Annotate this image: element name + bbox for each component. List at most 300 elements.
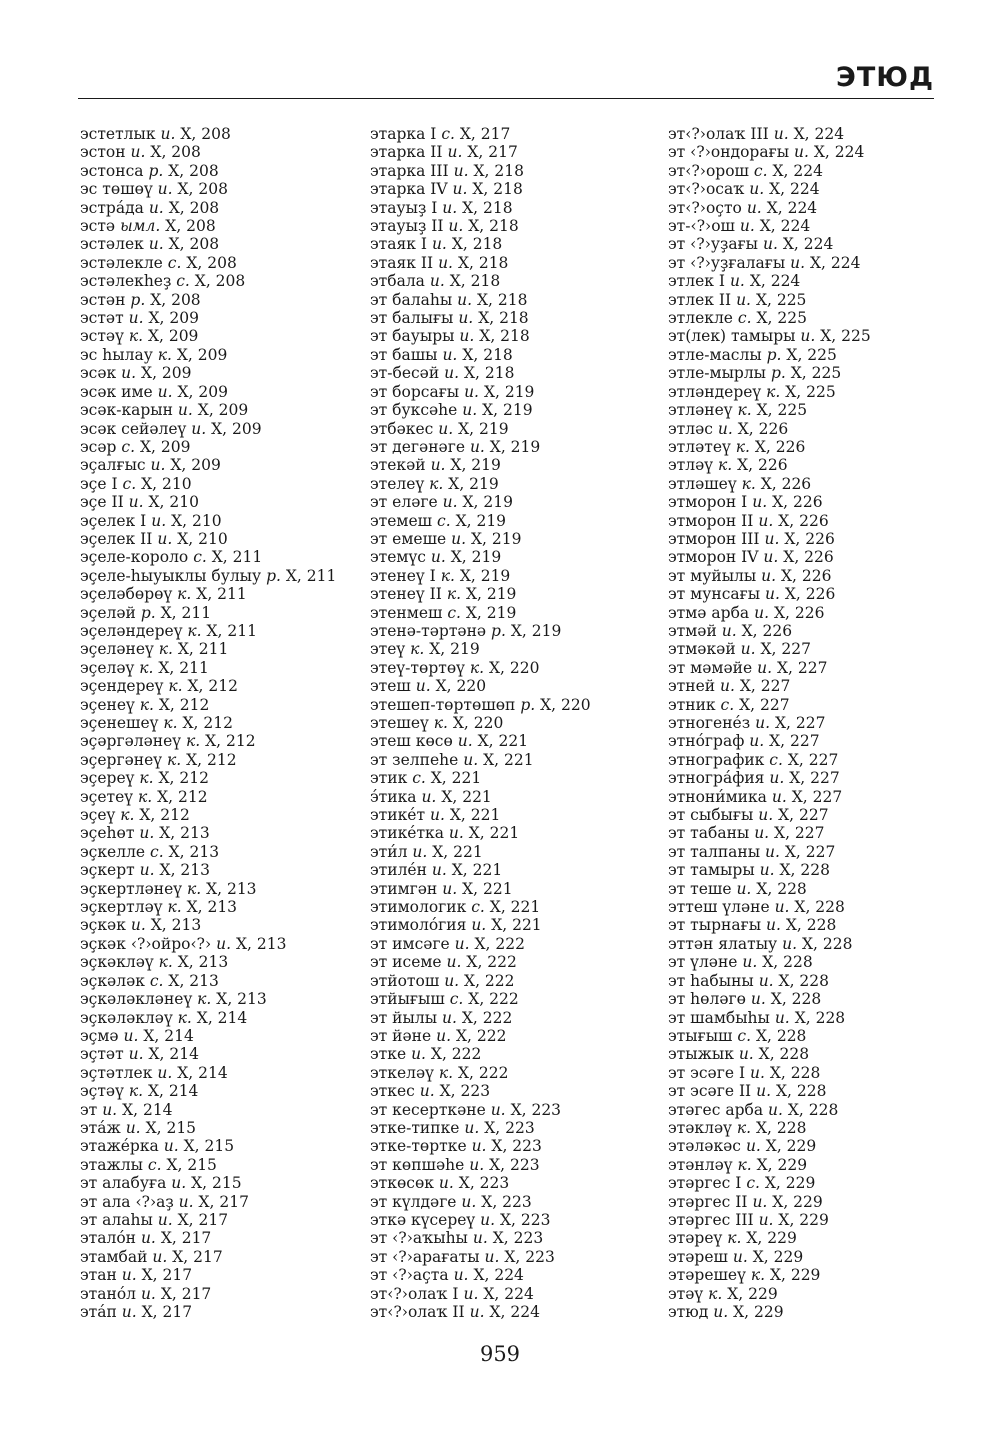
entry-grammar-label: и. — [446, 953, 462, 972]
entry-grammar-label: и. — [462, 401, 478, 420]
index-entry — [668, 1082, 968, 1100]
index-entry — [370, 1064, 660, 1082]
entry-volume-page: X, 213 — [177, 953, 229, 972]
entry-headword: этимологик — [370, 898, 467, 917]
entry-grammar-label: с. — [147, 1155, 162, 1174]
entry-volume-page: X, 213 — [168, 842, 220, 861]
entry-volume-page: X, 212 — [186, 750, 237, 769]
entry-headword: эт бауыры — [370, 327, 455, 346]
entry-grammar-label: и. — [765, 585, 780, 604]
entry-grammar-label: и. — [429, 806, 445, 825]
index-entry — [80, 143, 360, 161]
entry-headword: эс һылау — [80, 345, 153, 364]
entry-volume-page: X, 218 — [468, 217, 519, 236]
entry-grammar-label: и. — [140, 1284, 156, 1303]
entry-volume-page: X, 208 — [186, 253, 237, 272]
entry-volume-page: X, 215 — [166, 1155, 217, 1174]
entry-volume-page: X, 208 — [168, 198, 220, 217]
entry-volume-page: X, 208 — [194, 272, 246, 291]
index-entry — [80, 456, 360, 474]
entry-volume-page: X, 224 — [772, 161, 823, 180]
entry-headword: этйотош — [370, 971, 440, 990]
entry-headword: эт кесерткәне — [370, 1100, 486, 1119]
entry-grammar-label: р. — [266, 566, 281, 585]
entry-headword: эстәлек — [80, 235, 144, 254]
entry-grammar-label: и. — [736, 879, 752, 898]
index-entry — [80, 1211, 360, 1229]
entry-grammar-label: к. — [166, 750, 182, 769]
entry-headword: эт‹?›оҫто — [668, 198, 742, 217]
index-entry — [80, 235, 360, 253]
index-entry — [80, 438, 360, 456]
entry-volume-page: X, 226 — [784, 529, 835, 548]
entry-headword: эсәк-карын — [80, 401, 173, 420]
entry-headword: этеү — [370, 640, 406, 659]
entry-grammar-label: и. — [484, 1247, 500, 1266]
entry-headword: этáп — [80, 1303, 117, 1321]
entry-volume-page: X, 226 — [772, 493, 823, 512]
entry-headword: эстонса — [80, 161, 144, 180]
index-entry — [370, 788, 660, 806]
entry-volume-page: X, 228 — [755, 1118, 807, 1137]
entry-grammar-label: и. — [216, 934, 232, 953]
entry-headword: эт‹?›олаҡ I — [370, 1284, 459, 1303]
entry-headword: этлек II — [668, 290, 732, 309]
entry-grammar-label: и. — [444, 364, 460, 383]
entry-volume-page: X, 228 — [801, 934, 853, 953]
entry-headword: эҫенешеү — [80, 714, 159, 732]
entry-volume-page: X, 217 — [141, 1266, 193, 1285]
entry-grammar-label: и. — [463, 750, 479, 769]
index-entry — [80, 769, 360, 787]
entry-grammar-label: к. — [185, 732, 201, 751]
entry-grammar-label: и. — [448, 217, 464, 236]
entry-headword: этмәкәй — [668, 640, 736, 659]
index-entry — [80, 548, 360, 566]
entry-headword: эт эсәге I — [668, 1063, 746, 1082]
entry-headword: этимгән — [370, 879, 438, 898]
index-entry — [370, 972, 660, 990]
entry-grammar-label: и. — [452, 180, 468, 199]
entry-headword: эт һөләгө — [668, 990, 746, 1009]
entry-grammar-label: и. — [755, 714, 771, 732]
entry-volume-page: X, 226 — [754, 437, 806, 456]
entry-grammar-label: и. — [148, 198, 164, 217]
index-entry — [80, 1303, 360, 1321]
entry-headword: эт тырнағы — [668, 916, 762, 935]
index-entry — [80, 1266, 360, 1284]
index-entry — [668, 861, 968, 879]
entry-headword: этәрешеү — [668, 1266, 746, 1285]
entry-headword: эттеш үләне — [668, 898, 770, 917]
entry-headword: эт‹?›олаҡ II — [370, 1303, 465, 1321]
entry-headword: эҫкәк — [80, 916, 126, 935]
entry-grammar-label: к. — [158, 953, 173, 972]
entry-grammar-label: р. — [148, 161, 164, 180]
entry-grammar-label: и. — [471, 1137, 487, 1156]
index-entry — [370, 530, 660, 548]
entry-headword: эт мәмәйе — [668, 658, 753, 677]
index-entry — [370, 438, 660, 456]
entry-headword: эҫеләбөрөү — [80, 585, 173, 604]
index-entry — [668, 420, 968, 438]
entry-grammar-label: и. — [774, 898, 790, 917]
entry-headword: эт зелпеһе — [370, 750, 459, 769]
entry-headword: этәргес III — [668, 1210, 754, 1229]
index-entry — [668, 604, 968, 622]
entry-grammar-label: к. — [727, 1229, 742, 1248]
entry-volume-page: X, 210 — [148, 493, 199, 512]
entry-volume-page: X, 215 — [183, 1137, 235, 1156]
entry-grammar-label: и. — [471, 916, 487, 935]
entry-headword: эсәр — [80, 437, 117, 456]
entry-grammar-label: и. — [453, 161, 469, 180]
entry-volume-page: X, 228 — [779, 861, 830, 880]
index-entry — [370, 512, 660, 530]
index-entry — [668, 769, 968, 787]
index-entry — [668, 843, 968, 861]
entry-headword: эт(лек) тамыры — [668, 327, 796, 346]
index-entry — [80, 493, 360, 511]
entry-grammar-label: с. — [150, 842, 164, 861]
entry-grammar-label: к. — [137, 787, 153, 806]
entry-volume-page: X, 213 — [186, 898, 238, 917]
entry-volume-page: X, 218 — [479, 327, 530, 346]
entry-headword: этләтеү — [668, 437, 731, 456]
index-entry — [80, 1248, 360, 1266]
index-entry — [370, 1211, 660, 1229]
index-entry — [80, 1285, 360, 1303]
entry-headword: этәләкәс — [668, 1137, 741, 1156]
index-entry — [370, 935, 660, 953]
entry-volume-page: X, 217 — [160, 1229, 212, 1248]
entry-volume-page: X, 221 — [432, 842, 483, 861]
entry-volume-page: X, 209 — [139, 437, 191, 456]
index-entry — [80, 916, 360, 934]
entry-grammar-label: и. — [729, 272, 745, 291]
entry-grammar-label: и. — [453, 1266, 469, 1285]
entry-grammar-label: и. — [782, 934, 798, 953]
index-entry — [668, 548, 968, 566]
entry-grammar-label: и. — [746, 198, 762, 217]
entry-headword: этморон I — [668, 493, 748, 512]
entry-headword: этеү-төртөү — [370, 658, 465, 677]
index-entry — [370, 1045, 660, 1063]
entry-volume-page: X, 219 — [489, 437, 541, 456]
entry-volume-page: X, 211 — [285, 566, 337, 585]
entry-headword: этекәй — [370, 456, 426, 475]
entry-headword: этәгес арба — [668, 1100, 764, 1119]
index-entry — [668, 1119, 968, 1137]
index-entry — [668, 309, 968, 327]
entry-grammar-label: к. — [410, 640, 425, 659]
entry-grammar-label: с. — [121, 437, 136, 456]
entry-headword: этле-маслы — [668, 345, 762, 364]
index-entry — [80, 327, 360, 345]
entry-grammar-label: и. — [457, 290, 473, 309]
entry-headword: этилéн — [370, 861, 427, 880]
entry-grammar-label: и. — [412, 842, 428, 861]
entry-headword: эт‹?›осаҡ — [668, 180, 745, 199]
entry-grammar-label: и. — [742, 953, 758, 972]
entry-volume-page: X, 218 — [473, 161, 524, 180]
entry-headword: эҫкәләк — [80, 971, 145, 990]
entry-volume-page: X, 228 — [769, 1063, 821, 1082]
index-column-2 — [370, 125, 660, 1321]
index-entry — [370, 1174, 660, 1192]
entry-headword: этажéрка — [80, 1137, 159, 1156]
entry-headword: этнóграф — [668, 732, 745, 751]
index-entry — [80, 640, 360, 658]
entry-grammar-label: и. — [140, 1229, 156, 1248]
index-entry — [80, 953, 360, 971]
entry-volume-page: X, 209 — [176, 345, 228, 364]
index-entry — [370, 916, 660, 934]
index-entry — [668, 1303, 968, 1321]
entry-volume-page: X, 220 — [452, 714, 504, 732]
index-entry — [370, 1027, 660, 1045]
entry-grammar-label: и. — [757, 658, 773, 677]
entry-grammar-label: р. — [766, 345, 782, 364]
index-entry — [80, 972, 360, 990]
entry-volume-page: X, 212 — [187, 677, 238, 696]
entry-grammar-label: р. — [520, 695, 536, 714]
index-entry — [668, 456, 968, 474]
entry-volume-page: X, 227 — [774, 714, 826, 732]
entry-volume-page: X, 218 — [449, 272, 501, 291]
entry-headword: этешеп-төртөшөп — [370, 695, 516, 714]
entry-volume-page: X, 219 — [458, 419, 509, 438]
entry-volume-page: X, 229 — [756, 1155, 808, 1174]
index-entry — [668, 1193, 968, 1211]
entry-grammar-label: р. — [130, 290, 146, 309]
index-entry — [668, 972, 968, 990]
entry-headword: этемүс — [370, 548, 426, 567]
entry-volume-page: X, 211 — [196, 585, 247, 604]
entry-volume-page: X, 226 — [737, 456, 788, 475]
index-entry — [370, 640, 660, 658]
index-entry — [668, 401, 968, 419]
entry-volume-page: X, 223 — [481, 1192, 532, 1211]
entry-grammar-label: и. — [150, 456, 166, 475]
entry-volume-page: X, 228 — [770, 990, 822, 1009]
entry-headword: этик — [370, 769, 408, 788]
entry-grammar-label: и. — [459, 327, 475, 346]
entry-headword: эткөсөк — [370, 1174, 434, 1193]
entry-volume-page: X, 227 — [784, 842, 836, 861]
entry-volume-page: X, 228 — [762, 953, 813, 972]
entry-headword: этәргес II — [668, 1192, 748, 1211]
entry-headword: эҫе II — [80, 493, 124, 512]
entry-grammar-label: и. — [442, 198, 458, 217]
entry-grammar-label: и. — [469, 1155, 485, 1174]
entry-volume-page: X, 213 — [150, 916, 202, 935]
entry-volume-page: X, 219 — [470, 529, 522, 548]
index-entry — [668, 125, 968, 143]
index-entry — [370, 199, 660, 217]
entry-volume-page: X, 228 — [775, 1082, 827, 1101]
entry-grammar-label: и. — [472, 1229, 488, 1248]
index-entry — [370, 401, 660, 419]
entry-headword: эҫкелле — [80, 842, 146, 861]
index-entry — [370, 180, 660, 198]
entry-headword: этажлы — [80, 1155, 143, 1174]
entry-headword: эстрáда — [80, 198, 144, 217]
entry-headword: эҫетеү — [80, 787, 134, 806]
entry-volume-page: X, 219 — [455, 511, 507, 530]
entry-grammar-label: и. — [102, 1100, 118, 1119]
index-entry — [668, 1137, 968, 1155]
entry-volume-page: X, 228 — [756, 879, 807, 898]
entry-headword: эт-бесәй — [370, 364, 440, 383]
index-entry — [80, 880, 360, 898]
entry-headword: эстәлекһеҙ — [80, 272, 172, 291]
entry-headword: этәү — [668, 1284, 704, 1303]
entry-volume-page: X, 226 — [781, 566, 832, 585]
index-entry — [80, 567, 360, 585]
entry-grammar-label: к. — [717, 456, 733, 475]
entry-grammar-label: и. — [442, 879, 458, 898]
entry-volume-page: X, 217 — [141, 1303, 193, 1321]
entry-headword: этанóл — [80, 1284, 137, 1303]
entry-grammar-label: и. — [790, 253, 806, 272]
index-entry — [370, 217, 660, 235]
index-entry — [668, 1248, 968, 1266]
entry-grammar-label: и. — [128, 493, 144, 512]
index-entry — [668, 1045, 968, 1063]
entry-headword: эт мунсағы — [668, 585, 761, 604]
index-entry — [80, 125, 360, 143]
entry-volume-page: X, 226 — [737, 419, 789, 438]
entry-volume-page: X, 212 — [158, 769, 209, 788]
entry-grammar-label: и. — [157, 382, 173, 401]
entry-volume-page: X, 218 — [462, 198, 513, 217]
page-number: 959 — [479, 1342, 521, 1366]
entry-volume-page: X, 229 — [746, 1229, 797, 1248]
entry-grammar-label: и. — [750, 1063, 765, 1082]
index-entry — [80, 199, 360, 217]
entry-headword: эт эсәге II — [668, 1082, 752, 1101]
entry-volume-page: X, 208 — [168, 161, 219, 180]
entry-headword: эт‹?›олаҡ III — [668, 125, 769, 143]
index-entry — [80, 714, 360, 732]
index-entry — [80, 622, 360, 640]
entry-volume-page: X, 210 — [177, 529, 228, 548]
entry-volume-page: X, 213 — [159, 824, 210, 843]
entry-headword: эти́л — [370, 842, 408, 861]
entry-grammar-label: и. — [754, 824, 770, 843]
entry-headword: этморон II — [668, 511, 754, 530]
entry-volume-page: X, 218 — [462, 345, 513, 364]
index-entry — [80, 732, 360, 750]
entry-volume-page: X, 211 — [158, 658, 209, 677]
entry-volume-page: X, 209 — [141, 364, 192, 383]
entry-volume-page: X, 224 — [782, 235, 834, 254]
index-entry — [370, 475, 660, 493]
entry-headword: этимолóгия — [370, 916, 467, 935]
entry-volume-page: X, 219 — [465, 603, 517, 622]
entry-headword: этморон IV — [668, 548, 759, 567]
entry-headword: эт — [80, 1100, 98, 1119]
index-entry — [668, 475, 968, 493]
entry-grammar-label: и. — [769, 769, 785, 788]
index-entry — [668, 567, 968, 585]
entry-grammar-label: и. — [429, 272, 445, 291]
entry-grammar-label: с. — [176, 272, 190, 291]
entry-grammar-label: и. — [411, 1045, 426, 1064]
entry-grammar-label: к. — [139, 658, 154, 677]
entry-grammar-label: к. — [440, 566, 455, 585]
entry-headword: этауыҙ II — [370, 217, 444, 236]
entry-grammar-label: и. — [773, 125, 789, 143]
entry-grammar-label: и. — [758, 971, 774, 990]
entry-headword: этлекле — [668, 309, 733, 328]
entry-grammar-label: и. — [739, 217, 755, 236]
entry-headword: э́тика — [370, 787, 417, 806]
entry-grammar-label: с. — [753, 161, 768, 180]
entry-volume-page: X, 217 — [198, 1192, 249, 1211]
index-entry — [80, 162, 360, 180]
entry-grammar-label: к. — [766, 382, 781, 401]
entry-volume-page: X, 228 — [787, 1100, 839, 1119]
entry-volume-page: X, 219 — [459, 566, 511, 585]
index-entry — [668, 1064, 968, 1082]
entry-volume-page: X, 225 — [755, 290, 807, 309]
entry-grammar-label: и. — [447, 143, 463, 162]
index-entry — [80, 751, 360, 769]
entry-grammar-label: к. — [187, 621, 202, 640]
entry-headword: этауыҙ I — [370, 198, 438, 217]
entry-volume-page: X, 227 — [769, 732, 820, 751]
entry-grammar-label: и. — [765, 916, 781, 935]
entry-volume-page: X, 211 — [177, 640, 229, 659]
index-entry — [668, 916, 968, 934]
entry-volume-page: X, 219 — [429, 640, 480, 659]
index-entry — [80, 696, 360, 714]
entry-volume-page: X, 225 — [790, 364, 842, 383]
index-entry — [370, 1119, 660, 1137]
entry-headword: этарка I — [370, 125, 437, 143]
index-entry — [370, 843, 660, 861]
entry-volume-page: X, 218 — [457, 253, 509, 272]
entry-grammar-label: к. — [737, 401, 752, 420]
entry-grammar-label: и. — [438, 253, 453, 272]
entry-headword: эҫеләндереү — [80, 621, 183, 640]
entry-volume-page: X, 222 — [457, 1063, 509, 1082]
entry-grammar-label: к. — [708, 1284, 723, 1303]
index-entry — [668, 1266, 968, 1284]
entry-grammar-label: и. — [457, 732, 473, 751]
index-entry — [668, 1211, 968, 1229]
entry-grammar-label: с. — [447, 603, 461, 622]
entry-headword: эт күлдәге — [370, 1192, 457, 1211]
entry-grammar-label: и. — [750, 990, 766, 1009]
index-entry — [668, 935, 968, 953]
entry-volume-page: X, 220 — [540, 695, 591, 714]
index-entry — [668, 530, 968, 548]
entry-volume-page: X, 223 — [492, 1229, 544, 1248]
entry-grammar-label: и. — [736, 290, 751, 309]
index-entry — [370, 1229, 660, 1247]
entry-headword: этығыш — [668, 1026, 733, 1045]
entry-headword: эт һабыны — [668, 971, 754, 990]
entry-volume-page: X, 226 — [784, 585, 836, 604]
entry-headword: этикéт — [370, 806, 426, 825]
entry-volume-page: X, 219 — [465, 585, 517, 604]
entry-headword: этаяк II — [370, 253, 434, 272]
entry-headword: эт дегәнәге — [370, 437, 465, 456]
index-entry — [668, 180, 968, 198]
